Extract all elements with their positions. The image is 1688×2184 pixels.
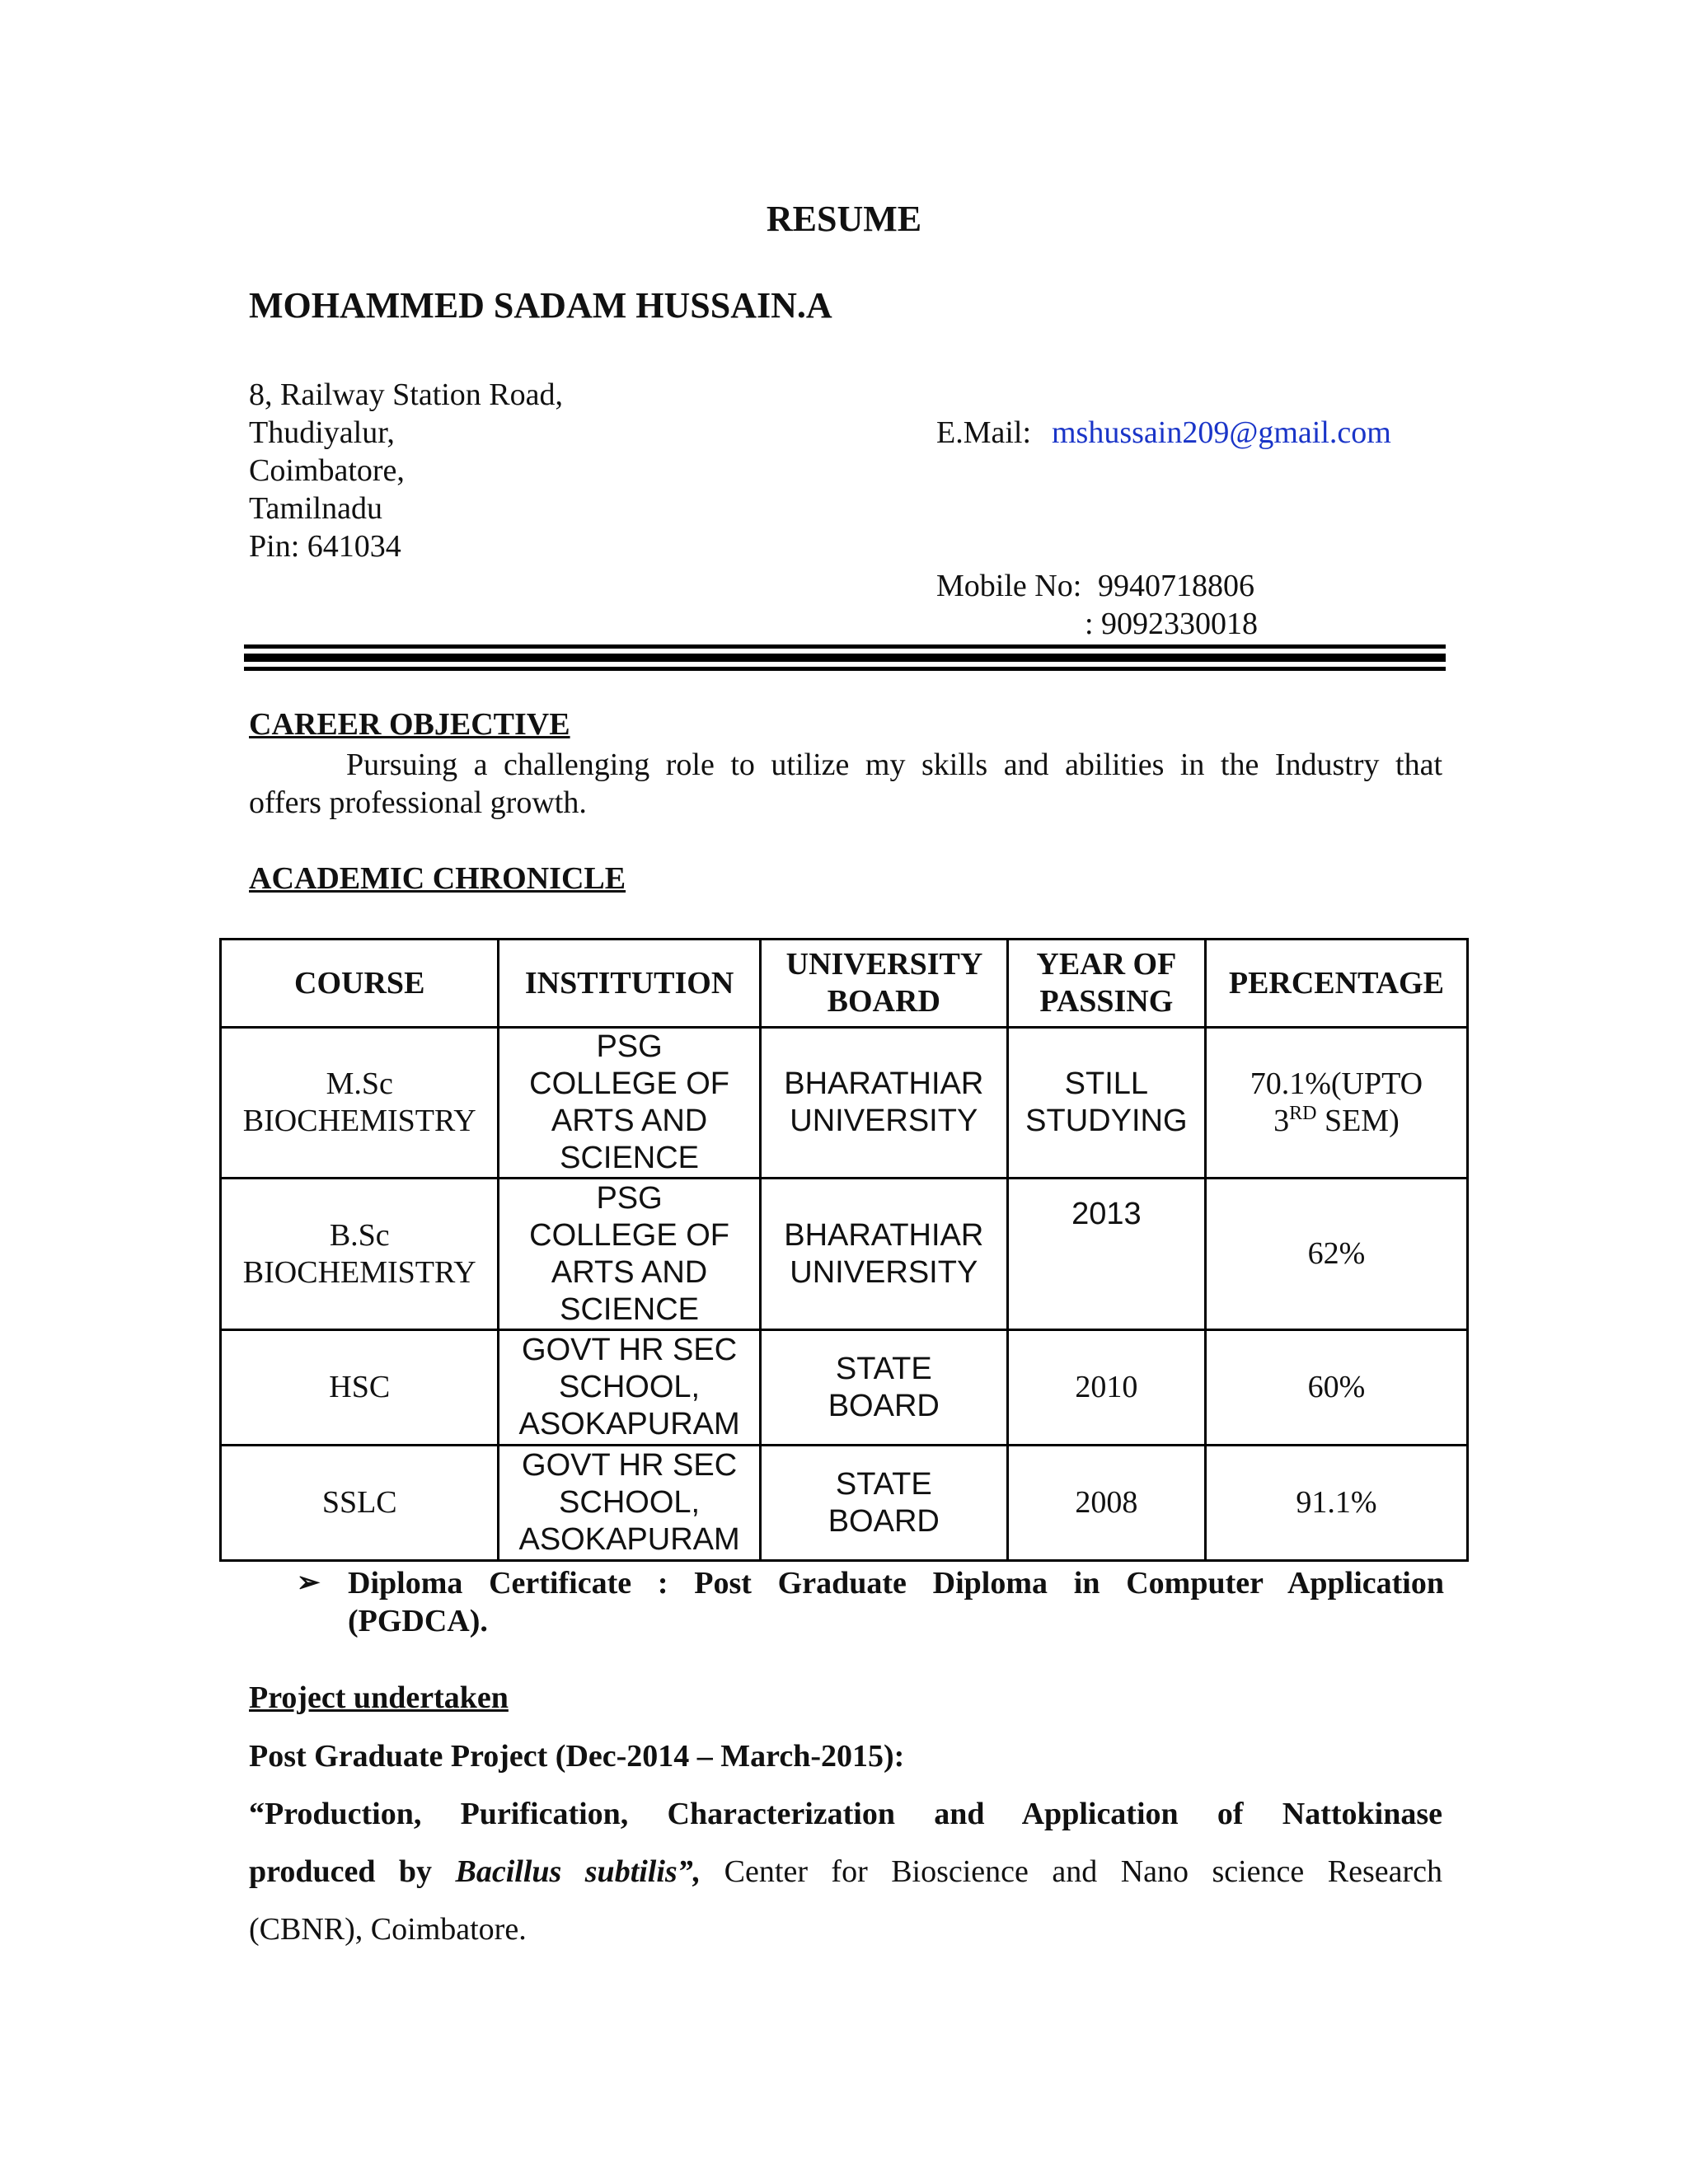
- cell-percentage: 70.1%(UPTO 3RD SEM): [1205, 1028, 1467, 1179]
- project-title-line: “Production, Purification, Characterization and Application of Nattokinase: [249, 1797, 1442, 1831]
- cell-year: 2013: [1007, 1179, 1205, 1330]
- cell-course: B.Sc BIOCHEMISTRY: [221, 1179, 499, 1330]
- cell-institution: GOVT HR SEC SCHOOL, ASOKAPURAM: [499, 1446, 760, 1561]
- project-location: (CBNR), Coimbatore.: [249, 1912, 527, 1947]
- resume-title: RESUME: [766, 199, 922, 239]
- project-heading: Project undertaken: [249, 1680, 509, 1715]
- cell-board: BHARATHIAR UNIVERSITY: [760, 1028, 1007, 1179]
- table-row: [221, 1179, 1468, 1330]
- divider-line: [244, 644, 1446, 649]
- cell-year: 2010: [1007, 1330, 1205, 1446]
- column-header-year: YEAR OF PASSING: [1007, 940, 1205, 1028]
- mobile-label: Mobile No:: [936, 569, 1082, 603]
- cell-course: SSLC: [221, 1446, 499, 1561]
- cell-course: HSC: [221, 1330, 499, 1446]
- divider-line: [244, 667, 1446, 671]
- column-header-percentage: PERCENTAGE: [1205, 940, 1467, 1028]
- cell-institution: PSG COLLEGE OF ARTS AND SCIENCE: [499, 1179, 760, 1330]
- cell-percentage: 60%: [1205, 1330, 1467, 1446]
- address-line: Tamilnadu: [249, 491, 382, 526]
- diploma-text-cont: (PGDCA).: [348, 1604, 488, 1638]
- address-line: Thudiyalur,: [249, 415, 395, 450]
- address-line: Pin: 641034: [249, 529, 401, 564]
- arrow-bullet-icon: ➢: [297, 1568, 321, 1598]
- email-link[interactable]: mshussain209@gmail.com: [1052, 415, 1391, 450]
- project-subheading: Post Graduate Project (Dec-2014 – March-2015):: [249, 1739, 905, 1774]
- cell-year: STILL STUDYING: [1007, 1028, 1205, 1179]
- cell-institution: PSG COLLEGE OF ARTS AND SCIENCE: [499, 1028, 760, 1179]
- address-line: Coimbatore,: [249, 453, 405, 488]
- cell-institution: GOVT HR SEC SCHOOL, ASOKAPURAM: [499, 1330, 760, 1446]
- career-objective-text: Pursuing a challenging role to utilize my skills and abilities in the Industry that offers professional growth.: [249, 748, 1442, 820]
- table-row: [221, 1028, 1468, 1179]
- diploma-text: Diploma Certificate : Post Graduate Diploma in Computer Application: [348, 1566, 1444, 1601]
- project-title-line: produced by Bacillus subtilis”, Center for Bioscience and Nano science Research: [249, 1854, 1442, 1889]
- cell-percentage: 91.1%: [1205, 1446, 1467, 1561]
- mobile-number-1: 9940718806: [1098, 569, 1254, 603]
- email-label: E.Mail:: [936, 415, 1032, 450]
- cell-year: 2008: [1007, 1446, 1205, 1561]
- mobile-number-2: : 9092330018: [1085, 607, 1259, 641]
- divider-line-thick: [244, 654, 1446, 662]
- address-line: 8, Railway Station Road,: [249, 377, 564, 412]
- column-header-course: COURSE: [221, 940, 499, 1028]
- academic-heading: ACADEMIC CHRONICLE: [249, 861, 626, 896]
- table-row: [221, 1446, 1468, 1561]
- cell-percentage: 62%: [1205, 1179, 1467, 1330]
- column-header-board: UNIVERSITY BOARD: [760, 940, 1007, 1028]
- diploma-item: [298, 1564, 1444, 1640]
- cell-course: M.Sc BIOCHEMISTRY: [221, 1028, 499, 1179]
- cell-board: STATE BOARD: [760, 1330, 1007, 1446]
- column-header-institution: INSTITUTION: [499, 940, 760, 1028]
- academic-table: [219, 938, 1469, 1562]
- cell-board: BHARATHIAR UNIVERSITY: [760, 1179, 1007, 1330]
- cell-board: STATE BOARD: [760, 1446, 1007, 1561]
- table-header-row: [221, 940, 1468, 1028]
- candidate-name: MOHAMMED SADAM HUSSAIN.A: [249, 285, 832, 326]
- table-row: [221, 1330, 1468, 1446]
- career-objective-heading: CAREER OBJECTIVE: [249, 707, 570, 742]
